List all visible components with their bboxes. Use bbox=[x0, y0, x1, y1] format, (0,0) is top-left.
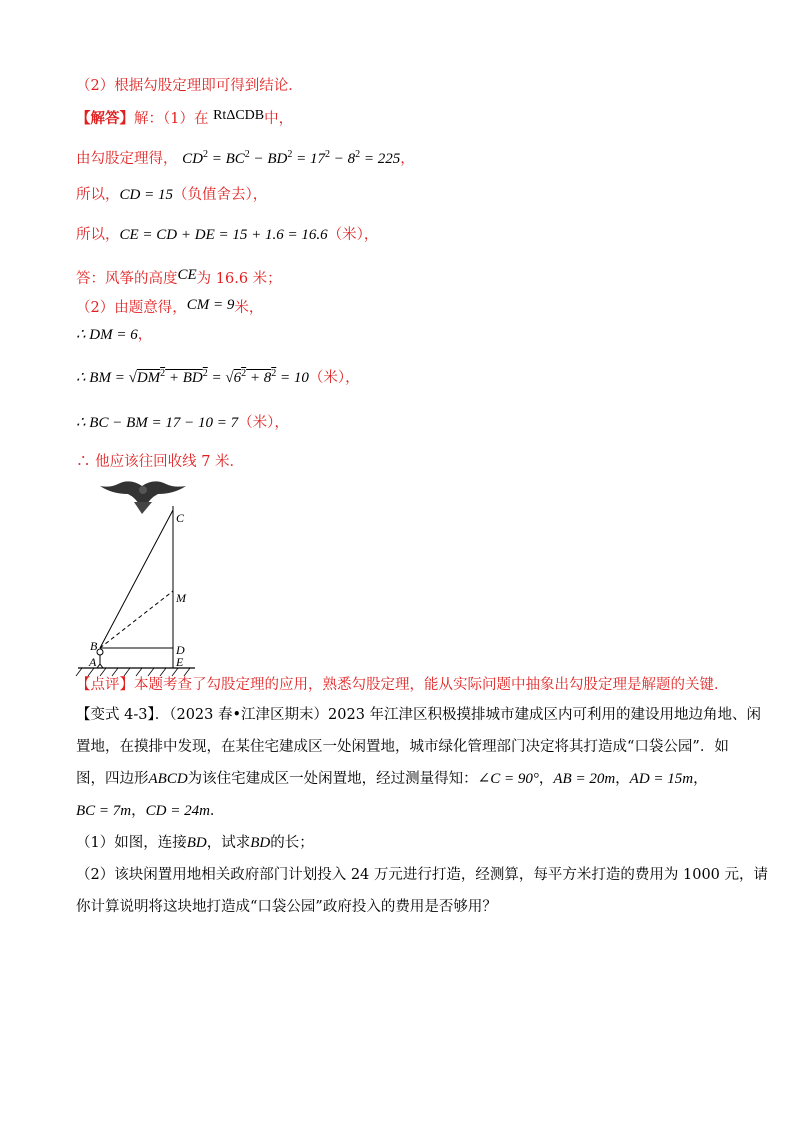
comment-tag: 【点评】 bbox=[76, 677, 134, 693]
label-a: A bbox=[89, 655, 97, 669]
bm-segment bbox=[100, 591, 173, 648]
label-m: M bbox=[176, 591, 186, 605]
label-c: C bbox=[176, 511, 185, 525]
dm-line: ∴ DM = 6， bbox=[76, 327, 153, 343]
step2-line: 所以，CD = 15（负值舍去）， bbox=[76, 187, 268, 203]
part2-hint: （2）根据勾股定理即可得到结论． bbox=[76, 78, 303, 94]
answer-tag: 【解答】 bbox=[76, 110, 134, 127]
person-icon bbox=[97, 649, 103, 655]
step4-ce: CE bbox=[177, 267, 197, 283]
label-d: D bbox=[176, 643, 185, 657]
part2-equation: CM = 9 bbox=[186, 297, 235, 313]
variant-line1: 【变式 4-3】．（2023 春•江津区期末）2023 年江津区积极摸排城市建成区内可利用的建设用地边角地、闲 bbox=[76, 707, 762, 723]
label-b: B bbox=[90, 639, 98, 653]
step3-line: 所以，CE = CD + DE = 15 + 1.6 = 16.6（米）， bbox=[76, 227, 379, 243]
question-2-line2: 你计算说明将这块地打造成“口袋公园”政府投入的费用是否够用？ bbox=[76, 899, 497, 915]
bm-equation: ∴ BM = $√DM^2 + BD^2 = √6^2 + 8^2 = 10$ bbox=[76, 368, 309, 386]
variant-title: 【变式 4-3】． bbox=[76, 707, 170, 723]
step2-equation: CD = 15 bbox=[119, 187, 173, 203]
bm-line: ∴ BM = $√DM^2 + BD^2 = √6^2 + 8^2 = 10$（米）， bbox=[76, 368, 360, 386]
triangle-label: RtΔCDB bbox=[213, 108, 265, 123]
answer-intro: 【解答】解：（1）在 RtΔCDB中， bbox=[76, 108, 294, 127]
conclusion-line: ∴ 他应该往回收线 7 米． bbox=[76, 454, 245, 470]
bc-segment bbox=[100, 510, 173, 648]
variant-line4: BC = 7m，CD = 24m． bbox=[76, 803, 225, 819]
step1-equation: $CD^2 = BC^2 - BD^2 = 17^2 - 8^2 = 225$ bbox=[182, 149, 401, 167]
comment-line: 【点评】本题考查了勾股定理的应用，熟悉勾股定理，能从实际问题中抽象出勾股定理是解题的关键． bbox=[76, 677, 729, 693]
part2-line: （2）由题意得，CM = 9米， bbox=[76, 297, 264, 316]
variant-line2: 置地，在摸排中发现，在某住宅建成区一处闲置地，城市绿化管理部门决定将其打造成“口袋公园”．如 bbox=[76, 739, 729, 755]
kite-diagram-svg bbox=[70, 478, 210, 678]
step4-line: 答：风筝的高度CE为 16.6 米； bbox=[76, 267, 282, 287]
label-e: E bbox=[176, 655, 184, 669]
question-1: （1）如图，连接BD，试求BD的长； bbox=[76, 835, 314, 851]
kite-figure bbox=[70, 478, 210, 682]
step1-line: 由勾股定理得， $CD^2 = BC^2 - BD^2 = 17^2 - 8^2 = 225$， bbox=[76, 149, 415, 167]
question-2-line1: （2）该块闲置用地相关政府部门计划投入 24 万元进行打造，经测算，每平方米打造的费用为 1000 元，请 bbox=[76, 867, 769, 883]
step3-equation: CE = CD + DE = 15 + 1.6 = 16.6 bbox=[119, 227, 328, 243]
variant-line3: 图，四边形ABCD为该住宅建成区一处闲置地，经过测量得知：∠C = 90°，AB = 20m，AD = 15m， bbox=[76, 771, 708, 787]
bc-line: ∴ BC − BM = 17 − 10 = 7（米）， bbox=[76, 415, 289, 431]
